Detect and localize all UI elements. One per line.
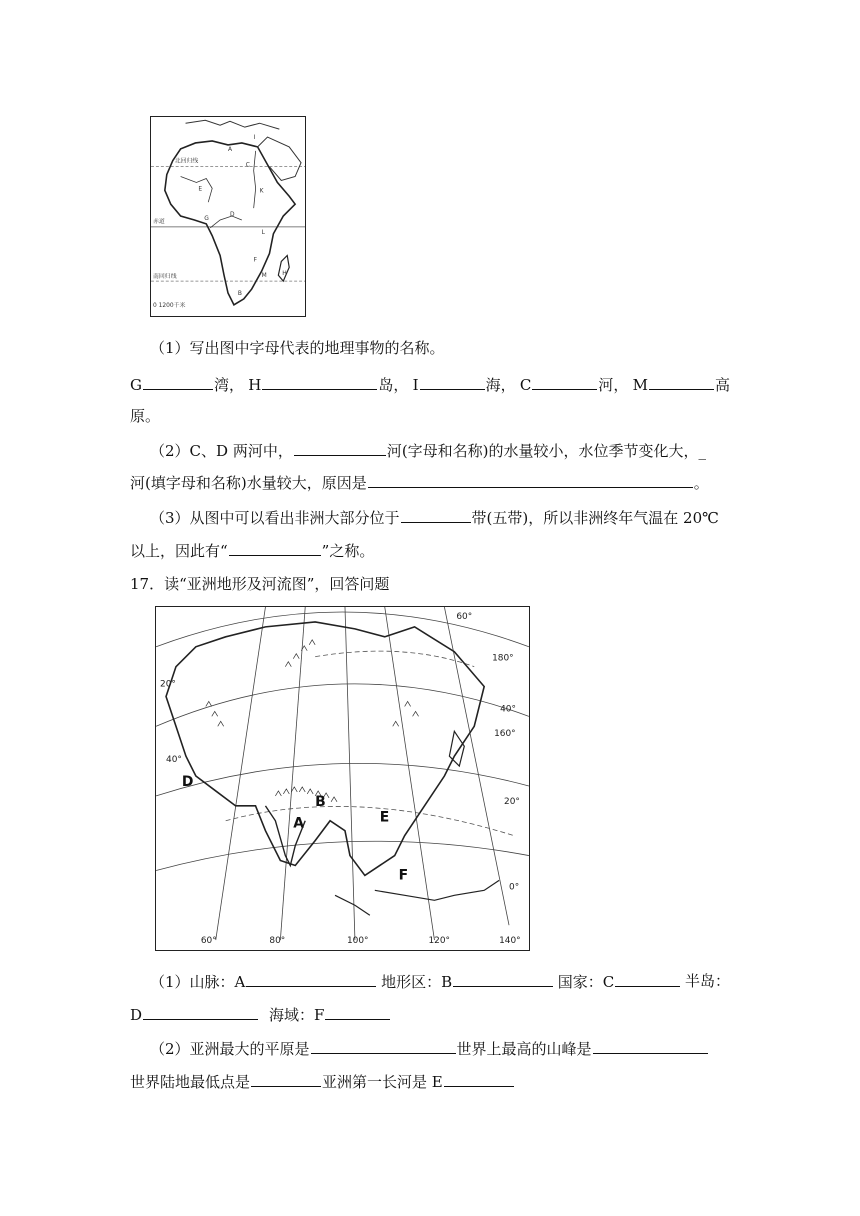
lon-80-line: [280, 607, 305, 940]
q16-p3-line1: [150, 507, 719, 528]
asia-label-D: D: [181, 773, 194, 790]
asia-map-svg: [156, 607, 529, 950]
q17-p1-line2: [130, 1004, 391, 1025]
label-H: H: [282, 271, 287, 278]
lat-20-arc: [156, 763, 529, 796]
q16-i-group: [413, 374, 516, 395]
q16-p3-mid: 带(五带)，所以非洲终年气温在 20℃: [471, 509, 719, 527]
m-suffix: 高: [714, 376, 730, 394]
q17-river-blank[interactable]: [444, 1071, 514, 1087]
i-blank[interactable]: [420, 374, 485, 390]
q17-p1-a: （1）山脉：A: [150, 973, 246, 991]
q16-p2-line2-end: 。: [693, 474, 709, 492]
q17-p2-a: （2）亚洲最大的平原是: [150, 1040, 310, 1058]
label-M: M: [261, 273, 267, 280]
q17-peak-blank[interactable]: [593, 1038, 708, 1054]
i-suffix: 海，: [485, 376, 516, 394]
q17-p1-d: 半岛：: [684, 972, 730, 990]
h-suffix: 岛，: [378, 376, 409, 394]
asia-outline: [166, 622, 484, 876]
asia-lon-60: 60°: [200, 936, 217, 947]
asia-label-E: E: [379, 809, 390, 826]
q16-p3-line2: [130, 540, 374, 561]
q16-p3-prefix: （3）从图中可以看出非洲大部分位于: [150, 509, 400, 527]
asia-lon-80: 80°: [269, 936, 286, 947]
q17-title: 17．读“亚洲地形及河流图”，回答问题: [130, 575, 390, 593]
q16-p2-blank1[interactable]: [294, 440, 386, 456]
q17-lowest-blank[interactable]: [251, 1071, 321, 1087]
lat-0-arc: [156, 841, 529, 870]
label-scale: 0 1200千米: [152, 302, 186, 309]
asia-label-B: B: [315, 793, 326, 810]
q16-p2-tail: _: [698, 442, 707, 460]
label-D: D: [229, 212, 235, 219]
asia-lat-20: 20°: [504, 796, 520, 807]
h-label: H: [248, 376, 262, 394]
q16-p1-fill-line: [130, 374, 730, 395]
i-label: I: [412, 376, 419, 394]
c-suffix: 河，: [598, 376, 629, 394]
label-K: K: [259, 188, 264, 195]
q16-p1-instruction: （1）写出图中字母代表的地理事物的名称。: [150, 339, 445, 357]
q16-p3-line2-prefix: 以上，因此有“: [130, 542, 228, 560]
label-tropic-capricorn: 南回归线: [152, 274, 177, 281]
label-G: G: [204, 215, 209, 222]
q17-c-blank[interactable]: [615, 971, 680, 987]
q17-p2-line2: [130, 1071, 515, 1092]
label-E: E: [198, 186, 203, 193]
europe-coast: [186, 120, 280, 129]
q16-c-group: [520, 374, 629, 395]
asia-left-40: 40°: [166, 755, 182, 766]
sumatra-island: [335, 895, 370, 915]
asia-lat-0: 0°: [509, 882, 520, 893]
asia-lon-120: 120°: [428, 936, 451, 947]
g-label: G: [130, 376, 142, 394]
asia-lat-40: 40°: [500, 704, 516, 715]
q16-g-group: [130, 374, 244, 395]
q17-p2-b: 世界上最高的山峰是: [456, 1040, 592, 1058]
q17-plain-blank[interactable]: [311, 1038, 456, 1054]
q16-p2-line2-prefix: 河(填字母和名称)水量较大，原因是: [130, 474, 367, 492]
lat-40-arc: [156, 684, 529, 726]
label-tropic-cancer: 北回归线: [174, 158, 199, 165]
g-blank[interactable]: [143, 374, 213, 390]
q17-a-blank[interactable]: [246, 971, 376, 987]
label-F: F: [253, 257, 258, 264]
q16-h-group: [248, 374, 408, 395]
q17-p1-line1: [150, 971, 730, 992]
q17-d-blank[interactable]: [143, 1004, 258, 1020]
q16-p3-line2-end: ”之称。: [321, 542, 375, 560]
mountain-symbols: [206, 640, 419, 802]
q16-p2-mid: 河(字母和名称)的水量较小，水位季节变化大，: [386, 442, 699, 460]
c-label: C: [519, 376, 532, 394]
nile-river: [254, 151, 256, 208]
label-A: A: [228, 146, 233, 153]
asia-left-20: 20°: [160, 679, 176, 690]
africa-outline: [165, 141, 295, 305]
q17-p1-b-group: [381, 971, 554, 992]
africa-map: [150, 116, 306, 317]
q16-p3-blank2[interactable]: [229, 540, 321, 556]
madagascar-island: [278, 255, 289, 281]
africa-map-svg: [151, 117, 305, 316]
lon-120-line: [385, 607, 435, 940]
asia-lon-160: 160°: [494, 729, 516, 740]
q17-b-blank[interactable]: [453, 971, 553, 987]
q17-p1-c-group: [558, 971, 681, 992]
lon-60-line: [216, 607, 266, 940]
arctic-circle-dashed: [315, 651, 474, 667]
q16-p3-blank1[interactable]: [401, 507, 471, 523]
asia-lat-60: 60°: [456, 611, 473, 622]
asia-lon-180: 180°: [492, 653, 514, 664]
q17-p1-sea: 海域：F: [269, 1006, 325, 1024]
asia-label-F: F: [398, 867, 409, 884]
q17-p1-b: 地形区：B: [381, 973, 453, 991]
q16-p1-cont: 原。: [130, 407, 161, 425]
asia-lon-100: 100°: [346, 936, 369, 947]
label-L: L: [261, 229, 265, 236]
q16-p2-line1: [150, 440, 706, 461]
q16-p2-prefix: （2）C、D 两河中，: [150, 442, 293, 460]
m-blank[interactable]: [649, 374, 714, 390]
q17-p1-line2-d: D: [130, 1006, 143, 1024]
label-B: B: [237, 290, 242, 297]
asia-lon-140: 140°: [499, 936, 521, 947]
label-equator: 赤道: [152, 218, 165, 225]
q16-m-group: [633, 374, 730, 395]
c-blank[interactable]: [532, 374, 597, 390]
q17-p1-a-group: [150, 971, 377, 992]
q17-p2-line1: [150, 1038, 709, 1059]
q16-p2-blank2[interactable]: [368, 472, 693, 488]
asia-label-A: A: [293, 815, 305, 832]
q17-p1-c: 国家：C: [557, 973, 615, 991]
label-C: C: [245, 162, 250, 169]
indonesia-islands: [375, 880, 499, 900]
q17-f-blank[interactable]: [325, 1004, 390, 1020]
m-label: M: [632, 376, 648, 394]
niger-river: [181, 177, 213, 203]
q17-p2-line2-b: 亚洲第一长河是 E: [322, 1073, 443, 1091]
g-suffix: 湾，: [213, 376, 244, 394]
congo-river: [210, 216, 242, 228]
asia-map: [155, 606, 530, 951]
label-I: I: [253, 135, 256, 142]
h-blank[interactable]: [262, 374, 377, 390]
q16-p2-line2: [130, 472, 709, 493]
q17-p2-line2-a: 世界陆地最低点是: [130, 1073, 251, 1091]
lon-100-line: [345, 607, 355, 940]
